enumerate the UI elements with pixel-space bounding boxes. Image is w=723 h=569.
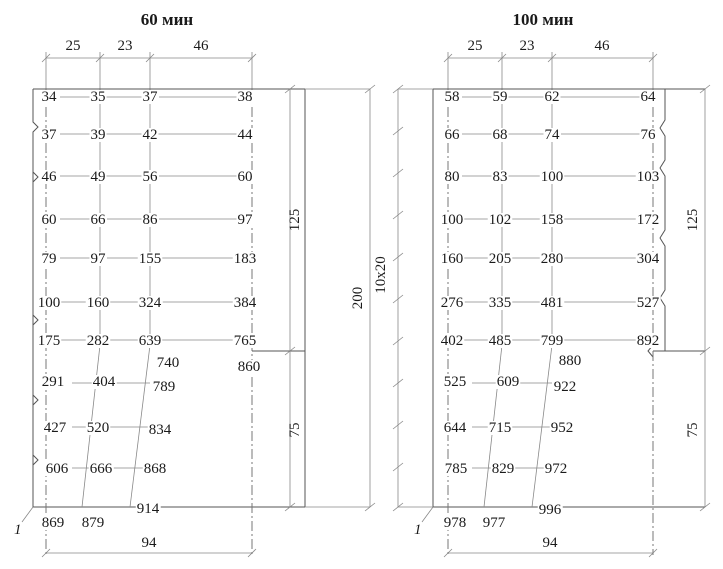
- temperature-value: 97: [237, 212, 253, 228]
- dimension-label: 25: [65, 38, 81, 54]
- temperature-value: 56: [142, 169, 158, 185]
- temperature-value: 644: [443, 420, 467, 436]
- temperature-value: 58: [444, 89, 460, 105]
- temperature-value: 860: [237, 359, 261, 375]
- temperature-value: 324: [138, 295, 162, 311]
- temperature-value: 62: [544, 89, 560, 105]
- dimension-label: 10x20: [373, 256, 389, 294]
- temperature-value: 880: [558, 353, 582, 369]
- temperature-value: 155: [138, 251, 162, 267]
- temperature-value: 914: [136, 501, 160, 517]
- panel-title: 100 мин: [512, 10, 574, 29]
- temperature-value: 834: [148, 422, 172, 438]
- temperature-value: 972: [544, 461, 568, 477]
- dimension-label: 94: [141, 535, 157, 551]
- temperature-value: 60: [237, 169, 253, 185]
- dimension-label: 125: [685, 208, 701, 232]
- break-mark: [33, 172, 38, 182]
- temperature-values: [440, 89, 661, 531]
- temperature-value: 74: [544, 127, 560, 143]
- temperature-value: 59: [492, 89, 508, 105]
- temperature-value: 892: [636, 333, 660, 349]
- temperature-value: 799: [540, 333, 564, 349]
- temperature-value: 97: [90, 251, 106, 267]
- temperature-value: 49: [90, 169, 106, 185]
- temperature-value: 100: [540, 169, 564, 185]
- temperature-value: 44: [237, 127, 253, 143]
- temperature-value: 38: [237, 89, 253, 105]
- marker-leader: [422, 507, 433, 522]
- temperature-value: 282: [86, 333, 110, 349]
- temperature-value: 520: [86, 420, 110, 436]
- temperature-value: 666: [89, 461, 113, 477]
- temperature-value: 42: [142, 127, 158, 143]
- temperature-value: 276: [440, 295, 464, 311]
- temperature-value: 205: [488, 251, 512, 267]
- section-right-edge: [660, 89, 665, 351]
- temperature-value: 175: [37, 333, 61, 349]
- temperature-value: 160: [86, 295, 110, 311]
- temperature-value: 64: [640, 89, 656, 105]
- temperature-value: 100: [440, 212, 464, 228]
- temperature-value: 869: [41, 515, 65, 531]
- temperature-value: 83: [492, 169, 508, 185]
- temperature-value: 427: [43, 420, 67, 436]
- panel-title: 60 мин: [140, 10, 194, 29]
- temperature-value: 829: [491, 461, 515, 477]
- temperature-value: 60: [41, 212, 57, 228]
- temperature-value: 37: [142, 89, 158, 105]
- temperature-value: 102: [488, 212, 512, 228]
- break-mark: [33, 395, 38, 405]
- temperature-value: 868: [143, 461, 167, 477]
- temperature-value: 291: [41, 374, 65, 390]
- temperature-value: 103: [636, 169, 660, 185]
- marker-leader: [22, 507, 33, 522]
- temperature-value: 172: [636, 212, 660, 228]
- break-mark: [33, 455, 38, 465]
- temperature-value: 46: [41, 169, 57, 185]
- temperature-value: 715: [488, 420, 512, 436]
- temperature-value: 785: [444, 461, 468, 477]
- temperature-value: 765: [233, 333, 257, 349]
- temperature-value: 34: [41, 89, 57, 105]
- temperature-value: 66: [90, 212, 106, 228]
- panel-100-min: [373, 10, 710, 557]
- temperature-value: 160: [440, 251, 464, 267]
- temperature-value: 76: [640, 127, 656, 143]
- temperature-value: 952: [550, 420, 574, 436]
- dimension-label: 75: [685, 422, 701, 438]
- temperature-value: 86: [142, 212, 158, 228]
- dimension-label: 46: [594, 38, 610, 54]
- temperature-value: 183: [233, 251, 257, 267]
- temperature-value: 789: [152, 379, 176, 395]
- temperature-value: 978: [443, 515, 467, 531]
- dimension-label: 46: [193, 38, 209, 54]
- temperature-value: 639: [138, 333, 162, 349]
- temperature-value: 100: [37, 295, 61, 311]
- temperature-value: 304: [636, 251, 660, 267]
- temperature-value: 39: [90, 127, 106, 143]
- marker-label: 1: [14, 522, 22, 538]
- temperature-value: 609: [496, 374, 520, 390]
- temperature-value: 66: [444, 127, 460, 143]
- temperature-value: 740: [156, 355, 180, 371]
- temperature-value: 280: [540, 251, 564, 267]
- temperature-value: 481: [540, 295, 564, 311]
- temperature-value: 922: [553, 379, 577, 395]
- temperature-value: 37: [41, 127, 57, 143]
- temperature-value: 158: [540, 212, 564, 228]
- temperature-value: 485: [488, 333, 512, 349]
- temperature-value: 525: [443, 374, 467, 390]
- temperature-value: 80: [444, 169, 460, 185]
- temperature-value: 335: [488, 295, 512, 311]
- dimension-label: 23: [117, 38, 133, 54]
- dimension-label: 200: [350, 286, 366, 310]
- temperature-value: 79: [41, 251, 57, 267]
- temperature-value: 35: [90, 89, 106, 105]
- temperature-value: 606: [45, 461, 69, 477]
- panel-60-min: [14, 10, 375, 557]
- dimension-label: 125: [287, 208, 303, 232]
- temperature-value: 996: [538, 502, 562, 518]
- temperature-value: 68: [492, 127, 508, 143]
- temperature-value: 384: [233, 295, 257, 311]
- dimension-label: 25: [467, 38, 483, 54]
- temperature-value: 402: [440, 333, 464, 349]
- break-mark: [33, 315, 38, 325]
- marker-label: 1: [414, 522, 422, 538]
- dimension-label: 75: [287, 422, 303, 438]
- temperature-value: 404: [92, 374, 116, 390]
- temperature-values: [37, 89, 262, 531]
- temperature-value: 879: [81, 515, 105, 531]
- dimension-label: 23: [519, 38, 535, 54]
- temperature-value: 527: [636, 295, 660, 311]
- temperature-value: 977: [482, 515, 506, 531]
- dimension-label: 94: [542, 535, 558, 551]
